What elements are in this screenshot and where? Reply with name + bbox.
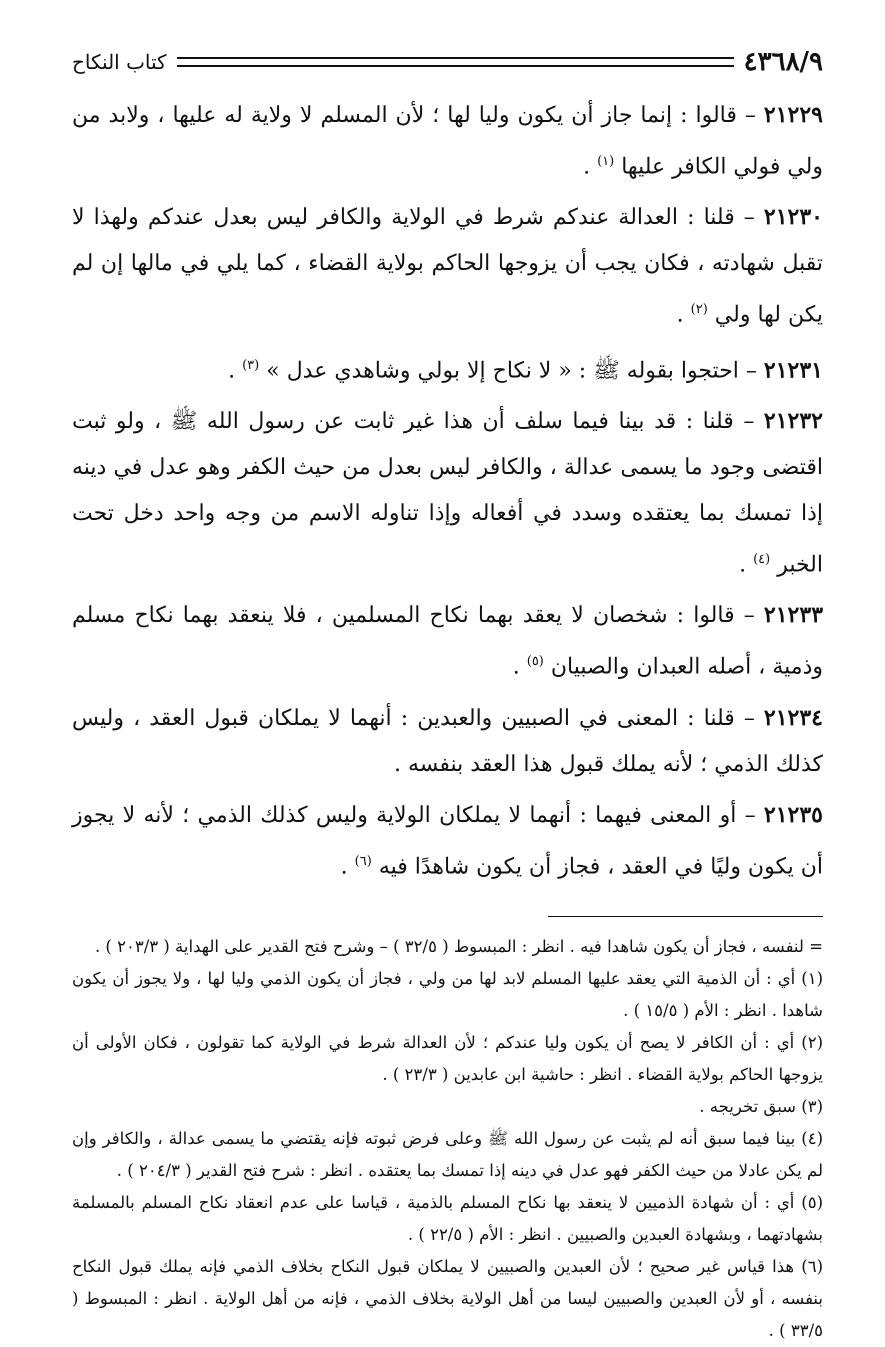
page-header <box>72 42 823 82</box>
footnotes <box>72 931 823 1347</box>
paragraph <box>72 592 823 690</box>
paragraph <box>72 92 823 190</box>
running-title: كتاب النكاح <box>72 50 167 74</box>
footnote-ref: (٣) <box>242 357 260 373</box>
paragraph-number: ٢١٢٣٣ <box>763 602 824 629</box>
paragraph-text: – احتجوا بقوله ﷺ : « لا نكاح إلا بولي وشاهدي عدل » <box>266 357 757 383</box>
paragraph <box>72 695 823 788</box>
paragraph-number: ٢١٢٣٢ <box>763 407 823 434</box>
paragraph <box>72 398 823 588</box>
footnote: (٢) أي : أن الكافر لا يصح أن يكون وليا عندكم ؛ لأن العدالة شرط في الولاية كما تقولون ، فكان الأولى أن يزوجها الحاكم بولاية القضاء . انظر : حاشية ابن عابدين ( ٢٣/٣ ) . <box>72 1032 823 1084</box>
footnote-ref: (٤) <box>753 551 771 567</box>
paragraph-number: ٢١٢٣٤ <box>763 704 823 731</box>
footnote: (١) أي : أن الذمية التي يعقد عليها المسلم لابد لها من ولي ، فجاز أن يكون الذمي وليا لها ، ولا يجوز أن يكون شاهدا . انظر : الأم ( ١٥/٥ ) . <box>72 968 823 1020</box>
footnote-ref: (٥) <box>526 654 544 670</box>
footnote-ref: (١) <box>597 154 615 169</box>
footnote: (٤) بينا فيما سبق أنه لم يثبت عن رسول الله ﷺ وعلى فرض ثبوته فإنه يقتضي ما يسمى عدالة ، والكافر وإن لم يكن عادلا من حيث الكفر فهو عدل في دينه إذا تمسك بما يعتقده . انظر : شرح فتح القدير ( ٢٠٤/٣ ) . <box>72 1128 823 1180</box>
footnote-ref: (٢) <box>690 302 708 318</box>
paragraph <box>72 792 823 890</box>
paragraph-number: ٢١٢٢٩ <box>763 102 823 128</box>
main-text <box>72 92 823 890</box>
paragraph-number: ٢١٢٣١ <box>763 356 823 383</box>
paragraph-text: – قالوا : شخصان لا يعقد بهما نكاح المسلمين ، فلا ينعقد بهما نكاح مسلم وذمية ، أصله العبدان والصبيان <box>72 603 823 680</box>
footnote: = لنفسه ، فجاز أن يكون شاهدا فيه . انظر : المبسوط ( ٣٢/٥ ) – وشرح فتح القدير على الهداية ( ٢٠٣/٣ ) . <box>94 936 823 956</box>
paragraph-end: . <box>228 357 243 383</box>
paragraph-text: – قلنا : قد بينا فيما سلف أن هذا غير ثابت عن رسول الله ﷺ ، ولو ثبت اقتضى وجود ما يسمى عدالة ، والكافر ليس بعدل من حيث الكفر وهو عدل في دينه إذا تمسك بما يعتقده وسدد في أفعاله وإذا تناوله الاسم من وجه واحد دخل تحت الخبر <box>72 408 823 578</box>
paragraph-end: . <box>583 154 598 180</box>
paragraph-text: – قلنا : المعنى في الصبيين والعبدين : أنهما لا يملكان قبول العقد ، وليس كذلك الذمي ؛ لأنه يملك قبول هذا العقد بنفسه . <box>72 705 823 777</box>
paragraph <box>72 194 823 338</box>
paragraph-text: – قلنا : العدالة عندكم شرط في الولاية والكافر ليس بعدل عندكم ولهذا لا تقبل شهادته ، فكان يجب أن يزوجها الحاكم بولاية القضاء ، كما يلي في مالها إن لم يكن لها ولي <box>72 205 823 328</box>
footnote-ref: (٦) <box>354 853 372 869</box>
header-double-rule <box>177 57 734 67</box>
paragraph-number: ٢١٢٣٥ <box>763 801 823 828</box>
paragraph <box>72 343 823 394</box>
footnote: (٥) أي : أن شهادة الذميين لا ينعقد بها نكاح المسلم بالذمية ، قياسا على عدم انعقاد نكاح المسلم بالمسلمة بشهادتهما ، وبشهادة العبدين والصبيين . انظر : الأم ( ٢٢/٥ ) . <box>72 1192 823 1244</box>
paragraph-end: . <box>340 853 355 879</box>
footnote: (٦) هذا قياس غير صحيح ؛ لأن العبدين والصبيين لا يملكان قبول النكاح بخلاف الذمي فإنه يملك قبول النكاح بنفسه ، أو لأن العبدين والصبيين ليسا من أهل الولاية بخلاف الذمي ، فإنه من أهل الولاية . انظر : المبسوط ( ٣٣/٥ ) . <box>72 1256 823 1340</box>
paragraph-text: – أو المعنى فيهما : أنهما لا يملكان الولاية وليس كذلك الذمي ؛ لأنه لا يجوز أن يكون وليًا في العقد ، فجاز أن يكون شاهدًا فيه <box>72 802 823 879</box>
page-number: ٤٣٦٨/٩ <box>743 47 823 77</box>
paragraph-end: . <box>676 302 691 328</box>
footnote: (٣) سبق تخريجه . <box>699 1096 823 1116</box>
footnote-separator <box>548 916 823 917</box>
paragraph-number: ٢١٢٣٠ <box>763 204 823 231</box>
paragraph-end: . <box>512 654 527 680</box>
paragraph-end: . <box>739 552 754 578</box>
paragraph-text: – قالوا : إنما جاز أن يكون وليا لها ؛ لأن المسلم لا ولاية له عليها ، ولابد من ولي فولي الكافر عليها <box>72 103 823 180</box>
